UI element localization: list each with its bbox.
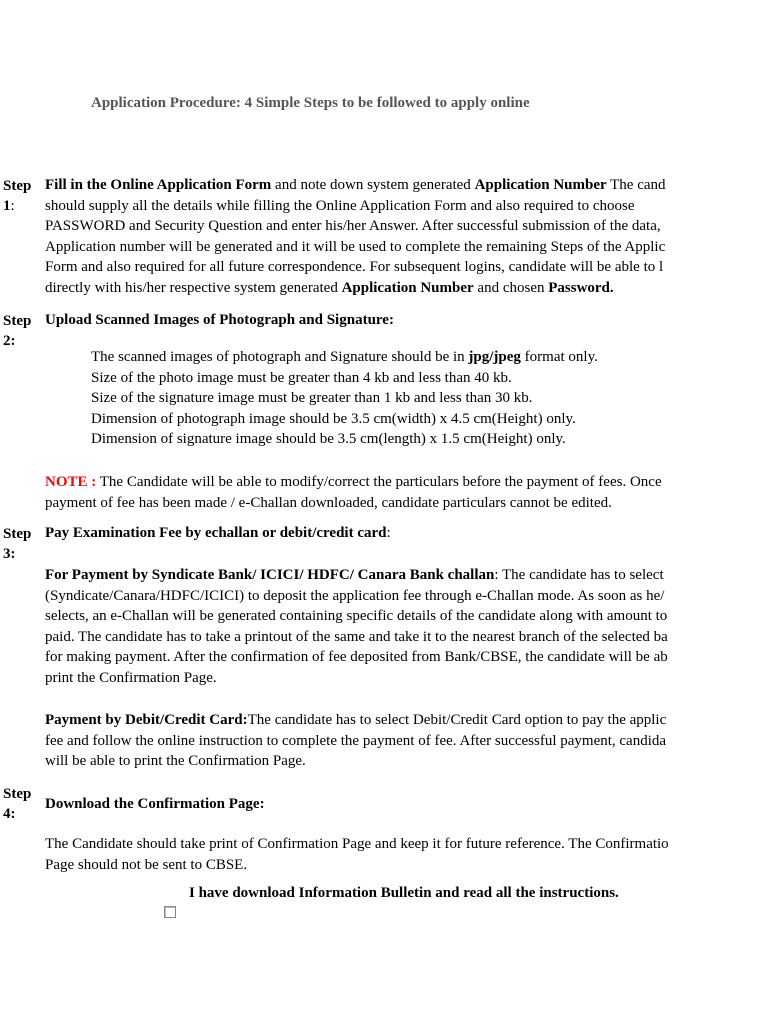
step1-line (45, 278, 768, 299)
challan-line: print the Confirmation Page. (45, 669, 217, 686)
challan-line (45, 565, 768, 586)
challan-line: selects, an e-Challan will be generated containing specific details of the candidate along with amount to (45, 608, 668, 625)
step1-text: and chosen (473, 279, 549, 296)
step4-heading (45, 794, 768, 815)
note-text: The Candidate will be able to modify/correct the particulars before the payment of fees. Once (96, 474, 662, 490)
page-title: Application Procedure: 4 Simple Steps to be followed to apply online (91, 95, 530, 111)
challan-bold: For Payment by Syndicate Bank/ ICICI/ HDFC/ Canara Bank challan (45, 567, 495, 583)
step2-list (91, 347, 598, 450)
card-line: will be able to print the Confirmation Page. (45, 753, 306, 770)
list-item: Dimension of signature image should be 3.5 cm(length) x 1.5 cm(Height) only. (91, 431, 566, 448)
step3-card (45, 710, 768, 772)
step3-label (3, 524, 31, 564)
step1-bold-password: Password. (548, 279, 614, 296)
step3-heading-colon: : (386, 525, 391, 541)
step1-line: should supply all the details while filling the Online Application Form and also required to choose (45, 197, 635, 214)
step1-line: PASSWORD and Security Question and enter his/her Answer. After successful submission of the data, (45, 218, 661, 235)
step1-label-word: Step (3, 178, 32, 194)
card-text: The candidate has to select Debit/Credit Card option to pay the applic (247, 712, 667, 728)
list-item-text: format only. (520, 349, 598, 365)
list-item: Size of the signature image must be greater than 1 kb and less than 30 kb. (91, 390, 533, 407)
step3-challan (45, 565, 768, 689)
list-item-text: The scanned images of photograph and Signature should be in (91, 349, 469, 365)
step1-label (3, 176, 31, 216)
step1-body (45, 175, 768, 299)
challan-text: : The candidate has to select (494, 567, 664, 583)
card-line: fee and follow the online instruction to complete the payment of fee. After successful payment, candida (45, 732, 667, 749)
step2-heading (45, 310, 768, 331)
step4-label-number: 4: (3, 806, 16, 822)
step1-label-colon: : (10, 198, 15, 214)
challan-line: paid. The candidate has to take a printout of the same and take it to the nearest branch of the selected ba (45, 628, 668, 645)
note-label: NOTE : (45, 474, 97, 490)
step2-note (45, 472, 768, 513)
step1-text: The cand (606, 177, 666, 193)
card-line (45, 710, 768, 731)
step4-label-word: Step (3, 786, 32, 802)
step1-label-number: 1 (3, 198, 11, 214)
list-item (91, 347, 598, 368)
step3-label-word: Step (3, 526, 32, 542)
list-item: Dimension of photograph image should be 3.5 cm(width) x 4.5 cm(Height) only. (91, 410, 576, 427)
step1-line (45, 175, 768, 196)
step2-label (3, 311, 31, 351)
step1-bold-appnum: Application Number (474, 177, 607, 193)
step4-line: The Candidate should take print of Confirmation Page and keep it for future reference. The Confirmatio (45, 836, 669, 852)
step3-label-number: 3: (3, 546, 16, 562)
step4-line: Page should not be sent to CBSE. (45, 856, 248, 873)
step3-heading (45, 523, 768, 544)
note-line: payment of fee has been made / e-Challan downloaded, candidate particulars cannot be edited. (45, 494, 612, 511)
challan-line: for making payment. After the confirmation of fee deposited from Bank/CBSE, the candidate will be ab (45, 649, 668, 666)
step2-label-word: Step (3, 313, 32, 329)
step1-bold-form: Fill in the Online Application Form (45, 177, 272, 193)
step1-bold-appnum: Application Number (341, 279, 474, 296)
card-bold: Payment by Debit/Credit Card: (45, 712, 248, 728)
list-item: Size of the photo image must be greater than 4 kb and less than 40 kb. (91, 369, 512, 386)
step2-label-number: 2: (3, 333, 16, 349)
step4-heading-text: Download the Confirmation Page: (45, 796, 265, 812)
consent-checkbox[interactable] (164, 906, 176, 918)
step2-heading-text: Upload Scanned Images of Photograph and Signature: (45, 312, 394, 328)
step1-line: Form and also required for all future correspondence. For subsequent logins, candidate will be able to l (45, 259, 664, 276)
step4-label (3, 784, 31, 824)
step1-text: and note down system generated (271, 177, 475, 193)
step4-body (45, 834, 768, 875)
challan-line: (Syndicate/Canara/HDFC/ICICI) to deposit the application fee through e-Challan mode. As soon as he/ (45, 587, 665, 604)
note-line (45, 472, 768, 493)
step1-text: directly with his/her respective system generated (45, 279, 342, 296)
list-item-bold: jpg/jpeg (468, 349, 521, 365)
consent-label: I have download Information Bulletin and read all the instructions. (189, 885, 619, 901)
step3-heading-text: Pay Examination Fee by echallan or debit/credit card (45, 525, 387, 541)
step1-line: Application number will be generated and it will be used to complete the remaining Steps of the Applic (45, 238, 666, 255)
